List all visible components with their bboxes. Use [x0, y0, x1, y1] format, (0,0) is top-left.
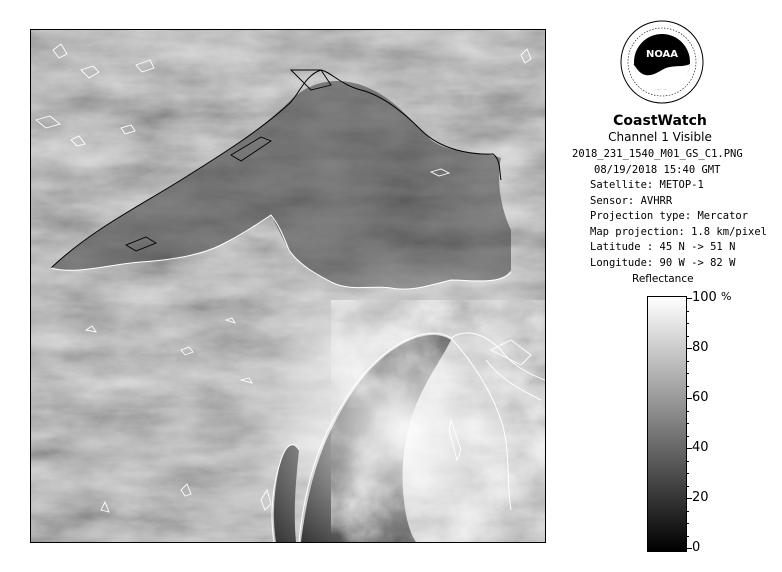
colorbar-tick-mark: [686, 298, 692, 299]
metadata-panel: [572, 147, 768, 271]
colorbar-tick-mark: [686, 536, 689, 537]
colorbar-tick-mark: [686, 523, 689, 524]
colorbar-tick-label: 0: [692, 540, 701, 555]
colorbar-tick-mark: [686, 423, 689, 424]
colorbar-unit: %: [721, 290, 732, 303]
colorbar-title: Reflectance: [632, 273, 694, 285]
file-name: 2018_231_1540_M01_GS_C1.PNG: [572, 148, 743, 160]
projection-type: Projection type: Mercator: [590, 210, 749, 222]
colorbar-tick-mark: [686, 323, 689, 324]
colorbar-tick-mark: [686, 498, 692, 499]
sensor-name: Sensor: AVHRR: [590, 194, 673, 207]
colorbar-tick-mark: [686, 436, 689, 437]
colorbar-tick-mark: [686, 448, 692, 449]
colorbar-tick-label: 60: [692, 390, 709, 405]
colorbar-tick-mark: [686, 411, 689, 412]
cloud-cells: [331, 300, 545, 542]
colorbar-tick-label: 80: [692, 340, 709, 355]
colorbar-tick-mark: [686, 373, 689, 374]
logo-label: NOAA: [645, 49, 679, 60]
map-projection: Map projection: 1.8 km/pixel: [590, 225, 768, 238]
colorbar-tick-label: 100: [692, 290, 717, 305]
reflectance-colorbar: [647, 296, 687, 552]
satellite-image: [30, 29, 546, 543]
channel-subtitle: Channel 1 Visible: [608, 130, 712, 144]
noaa-logo: [620, 20, 704, 104]
colorbar-tick-mark: [686, 311, 689, 312]
product-title: CoastWatch: [613, 113, 707, 129]
colorbar-tick-mark: [686, 348, 692, 349]
colorbar-tick-mark: [686, 386, 689, 387]
latitude-range: Latitude : 45 N -> 51 N: [590, 241, 736, 253]
colorbar-tick-label: 40: [692, 440, 709, 455]
colorbar-tick-mark: [686, 398, 692, 399]
colorbar-tick-mark: [686, 511, 689, 512]
satellite-name: Satellite: METOP-1: [590, 179, 704, 191]
colorbar-tick-mark: [686, 473, 689, 474]
colorbar-tick-mark: [686, 336, 689, 337]
colorbar-tick-mark: [686, 361, 689, 362]
colorbar-tick-mark: [686, 548, 692, 549]
colorbar-tick-mark: [686, 486, 689, 487]
satellite-image-svg: [31, 30, 545, 542]
colorbar-tick-mark: [686, 461, 689, 462]
colorbar-tick-label: 20: [692, 490, 709, 505]
longitude-range: Longitude: 90 W -> 82 W: [590, 256, 736, 269]
acquisition-datetime: 08/19/2018 15:40 GMT: [594, 163, 721, 176]
